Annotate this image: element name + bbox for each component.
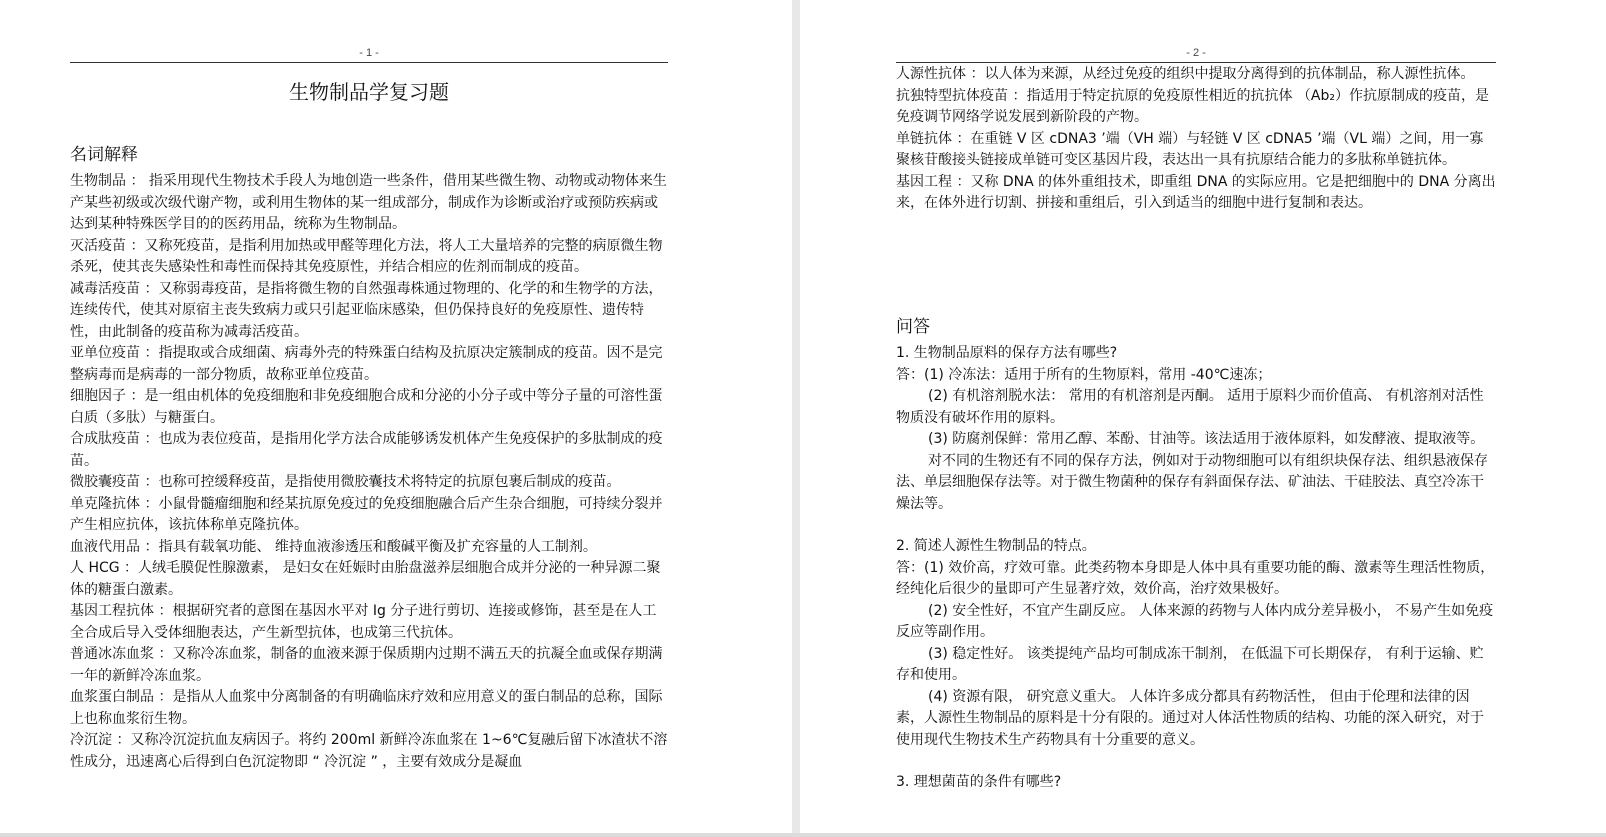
definition-item: 抗独特型抗体疫苗 ：指适用于特定抗原的免疫原性相近的抗抗体 （Ab₂）作抗原制成的疫苗，是免疫调节网络学说发展到新阶段的产物。	[896, 87, 1489, 125]
answer-line: 对不同的生物还有不同的保存方法，例如对于动物细胞可以有组织块保存法、组织悬液保存法、单层细胞保存法等。对于微生物菌种的保存有斜面保存法、矿油法、干硅胶法、真空冷冻干燥法等。	[896, 452, 1488, 512]
section-heading-definitions: 名词解释	[70, 145, 138, 165]
section-heading-qa: 问答	[896, 317, 930, 337]
definition-item: 亚单位疫苗 ：指提取或合成细菌、病毒外壳的特殊蛋白结构及抗原决定簇制成的疫苗。因不是完整病毒而是病毒的一部分物质，故称亚单位疫苗。	[70, 345, 663, 383]
question-title: 1. 生物制品原料的保存方法有哪些?	[896, 345, 1118, 361]
definition-item: 单链抗体 ：在重链 V 区 cDNA3 ’端（VH 端）与轻链 V 区 cDNA5 ’端（VL 端）之间，用一寡聚核苷酸接头链接成单链可变区基因片段，表达出一具有抗原结合能力的多肽称单链抗体。	[896, 130, 1484, 168]
spacer	[896, 751, 1496, 772]
document-page-1	[0, 0, 792, 837]
page-1-content	[70, 0, 668, 837]
answer-line: 答：(1) 冷冻法：适用于所有的生物原料，常用 -40℃速冻；	[896, 366, 1272, 383]
definitions-list-continued	[896, 64, 1496, 215]
horizontal-scrollbar[interactable]	[0, 833, 1606, 837]
definition-item: 减毒活疫苗 ：又称弱毒疫苗，是指将微生物的自然强毒株通过物理的、化学的和生物学的方法，连续传代，使其对原宿主丧失致病力或只引起亚临床感染，但仍保持良好的免疫原性、遗传特性，由此制备的疫苗称为减毒活疫苗。	[70, 280, 663, 340]
answer-line: 答：(1) 效价高，疗效可靠。此类药物本身即是人体中具有重要功能的酶、激素等生理活性物质，经纯化后很少的量即可产生显著疗效，效价高，治疗效果极好。	[896, 559, 1495, 597]
answer-line: (2) 安全性好，不宜产生副反应。 人体来源的药物与人体内成分差异极小， 不易产生如免疫反应等副作用。	[896, 602, 1494, 640]
document-title: 生物制品学复习题	[289, 80, 449, 104]
definition-item: 生物制品 ： 指采用现代生物技术手段人为地创造一些条件，借用某些微生物、动物或动物体来生产某些初级或次级代谢产物，或利用生物体的某一组成部分，制成作为诊断或治疗或预防疾病或达到某种特殊医学目的的医药用品，统称为生物制品。	[70, 173, 667, 232]
definition-item: 基因工程 ：又称 DNA 的体外重组技术，即重组 DNA 的实际应用。它是把细胞中的 DNA 分离出来，在体外进行切割、拼接和重组后，引入到适当的细胞中进行复制和表达。	[896, 173, 1496, 211]
definition-item: 单克隆抗体 ：小鼠骨髓瘤细胞和经某抗原免疫过的免疫细胞融合后产生杂合细胞，可持续分裂并产生相应抗体，该抗体称单克隆抗体。	[70, 495, 663, 533]
definition-item: 普通冰冻血浆 ：又称冷冻血浆，制备的血液来源于保质期内过期不满五天的抗凝全血或保存期满一年的新鲜冷冻血浆。	[70, 646, 663, 684]
definition-item: 合成肽疫苗 ：也成为表位疫苗，是指用化学方法合成能够诱发机体产生免疫保护的多肽制成的疫苗。	[70, 431, 663, 469]
question-title: 2. 简述人源性生物制品的特点。	[896, 538, 1096, 554]
page-2-content	[896, 0, 1496, 837]
answer-line: (2) 有机溶剂脱水法： 常用的有机溶剂是丙酮。 适用于原料少而价值高、 有机溶剂对活性物质没有破坏作用的原料。	[896, 388, 1484, 426]
definitions-list	[70, 171, 668, 773]
page-number: - 1 -	[359, 47, 379, 59]
definition-item: 血浆蛋白制品 ：是指从人血浆中分离制备的有明确临床疗效和应用意义的蛋白制品的总称，国际上也称血浆衍生物。	[70, 689, 663, 727]
document-page-2	[800, 0, 1606, 837]
question-title: 3. 理想菌苗的条件有哪些?	[896, 774, 1062, 790]
definition-item: 冷沉淀 ：又称冷沉淀抗血友病因子。将约 200ml 新鲜冷冻血浆在 1~6℃复融后留下冰渣状不溶性成分，迅速离心后得到白色沉淀物即 “ 冷沉淀 ” ，主要有效成分是凝血	[70, 732, 668, 770]
definition-item: 人源性抗体 ：以人体为来源，从经过免疫的组织中提取分离得到的抗体制品，称人源性抗体。	[896, 66, 1475, 82]
answer-line: (3) 防腐剂保鲜：常用乙醇、苯酚、甘油等。该法适用于液体原料，如发酵液、提取液等。	[928, 431, 1485, 447]
definition-item: 细胞因子 ：是一组由机体的免疫细胞和非免疫细胞合成和分泌的小分子或中等分子量的可溶性蛋白质（多肽）与糖蛋白。	[70, 388, 663, 426]
spacer	[896, 515, 1496, 536]
definition-item: 血液代用品 ：指具有载氧功能、 维持血液渗透压和酸碱平衡及扩充容量的人工制剂。	[70, 538, 597, 555]
definition-item: 基因工程抗体 ：根据研究者的意图在基因水平对 Ig 分子进行剪切、连接或修饰，甚至是在人工全合成后导入受体细胞表达，产生新型抗体，也成第三代抗体。	[70, 603, 657, 641]
header-rule	[896, 62, 1496, 63]
definition-item: 人 HCG ：人绒毛膜促性腺激素， 是妇女在妊娠时由胎盘滋养层细胞合成并分泌的一种异源二聚体的糖蛋白激素。	[70, 560, 661, 598]
answer-line: (3) 稳定性好。 该类提纯产品均可制成冻干制剂， 在低温下可长期保存， 有利于运输、贮存和使用。	[896, 645, 1484, 683]
header-rule	[70, 62, 668, 63]
definition-item: 微胶囊疫苗 ：也称可控缓释疫苗，是指使用微胶囊技术将特定的抗原包裹后制成的疫苗。	[70, 474, 621, 490]
page-number: - 2 -	[1186, 47, 1206, 59]
definition-item: 灭活疫苗 ：又称死疫苗，是指利用加热或甲醛等理化方法，将人工大量培养的完整的病原微生物杀死，使其丧失感染性和毒性而保持其免疫原性，并结合相应的佐剂而制成的疫苗。	[70, 237, 663, 275]
qa-list	[896, 343, 1496, 794]
answer-line: (4) 资源有限， 研究意义重大。 人体许多成分都具有药物活性， 但由于伦理和法律的因素，人源性生物制品的原料是十分有限的。通过对人体活性物质的结构、功能的深入研究，对于使用现代生物技术生产药物具有十分重要的意义。	[896, 688, 1484, 748]
